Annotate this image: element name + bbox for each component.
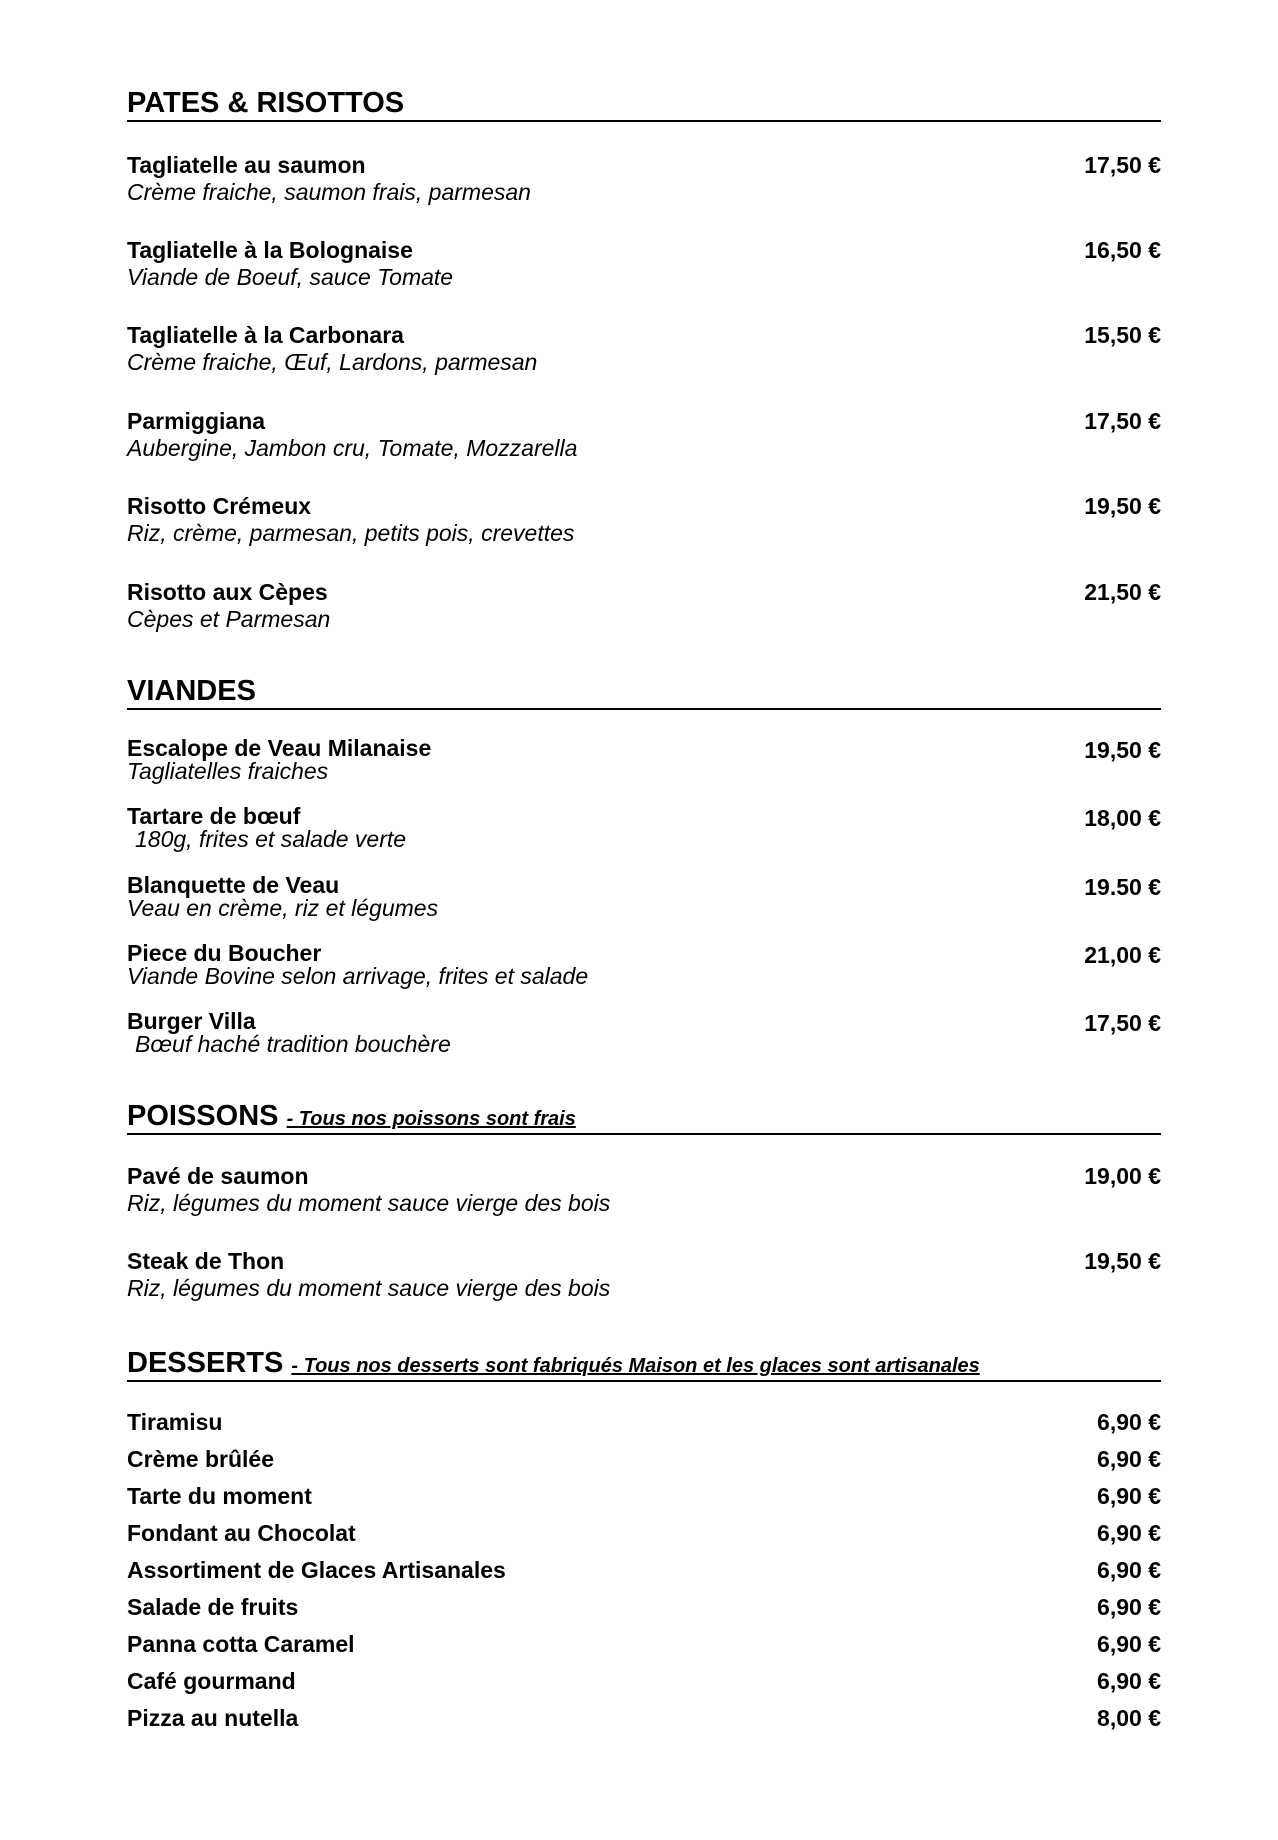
item-description: Viande de Boeuf, sauce Tomate bbox=[127, 264, 454, 290]
menu-item bbox=[127, 493, 1161, 547]
item-name: Burger Villa bbox=[127, 1008, 256, 1034]
section-subtitle: Tous nos poissons sont frais bbox=[298, 1108, 576, 1130]
item-description: Tagliatelles fraiches bbox=[127, 758, 329, 784]
menu-item bbox=[127, 1557, 1161, 1584]
menu-item bbox=[127, 874, 1161, 920]
section-title-text: VIANDES bbox=[127, 675, 256, 707]
item-description: Viande Bovine selon arrivage, frites et salade bbox=[127, 963, 589, 989]
item-price: 6,90 € bbox=[1097, 1668, 1161, 1694]
item-price: 6,90 € bbox=[1097, 1594, 1161, 1620]
section-title bbox=[127, 88, 1161, 122]
item-price: 17,50 € bbox=[1084, 408, 1161, 434]
menu-item bbox=[127, 1483, 1161, 1510]
item-price: 19,50 € bbox=[1084, 737, 1161, 763]
section-title bbox=[127, 676, 1161, 710]
item-name: Escalope de Veau Milanaise bbox=[127, 735, 432, 761]
item-description: Cèpes et Parmesan bbox=[127, 606, 331, 632]
item-description: Riz, crème, parmesan, petits pois, crevettes bbox=[127, 520, 575, 546]
item-name: Parmiggiana bbox=[127, 408, 266, 434]
item-description: Riz, légumes du moment sauce vierge des bois bbox=[127, 1190, 611, 1216]
menu-item bbox=[127, 805, 1161, 851]
item-description: Crème fraiche, saumon frais, parmesan bbox=[127, 179, 531, 205]
item-name: Assortiment de Glaces Artisanales bbox=[127, 1557, 506, 1583]
section-title-text: PATES & RISOTTOS bbox=[127, 87, 405, 119]
section-title-text: DESSERTS bbox=[127, 1347, 284, 1379]
section-title: DESSERTS - Tous nos desserts sont fabriqués Maison et les glaces sont artisanales bbox=[127, 1348, 1161, 1382]
menu-item bbox=[127, 1010, 1161, 1056]
section-pates-risottos bbox=[127, 88, 1161, 122]
menu-item bbox=[127, 579, 1161, 633]
item-description: Riz, légumes du moment sauce vierge des bois bbox=[127, 1275, 611, 1301]
menu-item bbox=[127, 942, 1161, 988]
item-name: Steak de Thon bbox=[127, 1248, 285, 1274]
menu-item bbox=[127, 152, 1161, 206]
item-name: Fondant au Chocolat bbox=[127, 1520, 356, 1546]
item-name: Tarte du moment bbox=[127, 1483, 312, 1509]
item-price: 19,50 € bbox=[1084, 1248, 1161, 1274]
menu-item bbox=[127, 1409, 1161, 1436]
item-price: 17,50 € bbox=[1084, 1010, 1161, 1036]
item-price: 18,00 € bbox=[1084, 805, 1161, 831]
item-name: Tagliatelle à la Bolognaise bbox=[127, 237, 413, 263]
menu-item bbox=[127, 1668, 1161, 1695]
menu-item bbox=[127, 1163, 1161, 1217]
item-description: 180g, frites et salade verte bbox=[135, 826, 407, 852]
menu-item bbox=[127, 408, 1161, 462]
menu-item bbox=[127, 1520, 1161, 1547]
section-title-text: POISSONS bbox=[127, 1100, 279, 1132]
menu-item bbox=[127, 322, 1161, 376]
menu-item bbox=[127, 237, 1161, 291]
item-name: Risotto Crémeux bbox=[127, 493, 312, 519]
item-price: 8,00 € bbox=[1097, 1705, 1161, 1731]
item-price: 21,50 € bbox=[1084, 579, 1161, 605]
item-description: Bœuf haché tradition bouchère bbox=[135, 1031, 451, 1057]
item-name: Salade de fruits bbox=[127, 1594, 299, 1620]
section-poissons bbox=[127, 1101, 1161, 1135]
item-price: 17,50 € bbox=[1084, 152, 1161, 178]
item-price: 19,00 € bbox=[1084, 1163, 1161, 1189]
item-price: 19.50 € bbox=[1084, 874, 1161, 900]
item-name: Tagliatelle à la Carbonara bbox=[127, 322, 404, 348]
item-name: Blanquette de Veau bbox=[127, 872, 340, 898]
section-title: POISSONS - Tous nos poissons sont frais bbox=[127, 1101, 1161, 1135]
item-price: 6,90 € bbox=[1097, 1409, 1161, 1435]
item-name: Tiramisu bbox=[127, 1409, 223, 1435]
item-price: 16,50 € bbox=[1084, 237, 1161, 263]
section-desserts bbox=[127, 1348, 1161, 1382]
item-price: 6,90 € bbox=[1097, 1631, 1161, 1657]
item-name: Tagliatelle au saumon bbox=[127, 152, 366, 178]
item-description: Veau en crème, riz et légumes bbox=[127, 895, 439, 921]
item-name: Crème brûlée bbox=[127, 1446, 275, 1472]
menu-item bbox=[127, 1631, 1161, 1658]
item-name: Café gourmand bbox=[127, 1668, 296, 1694]
menu-item bbox=[127, 1248, 1161, 1302]
section-subtitle: Tous nos desserts sont fabriqués Maison et les glaces sont artisanales bbox=[303, 1355, 980, 1377]
item-name: Pizza au nutella bbox=[127, 1705, 299, 1731]
item-price: 6,90 € bbox=[1097, 1520, 1161, 1546]
item-price: 19,50 € bbox=[1084, 493, 1161, 519]
item-name: Pavé de saumon bbox=[127, 1163, 309, 1189]
menu-item bbox=[127, 1705, 1161, 1732]
item-name: Panna cotta Caramel bbox=[127, 1631, 355, 1657]
menu-item bbox=[127, 1594, 1161, 1621]
item-description: Aubergine, Jambon cru, Tomate, Mozzarella bbox=[127, 435, 578, 461]
section-viandes bbox=[127, 676, 1161, 710]
item-price: 6,90 € bbox=[1097, 1483, 1161, 1509]
item-price: 6,90 € bbox=[1097, 1446, 1161, 1472]
item-name: Piece du Boucher bbox=[127, 940, 322, 966]
menu-item bbox=[127, 1446, 1161, 1473]
item-price: 21,00 € bbox=[1084, 942, 1161, 968]
item-name: Tartare de bœuf bbox=[127, 803, 301, 829]
menu-item bbox=[127, 737, 1161, 783]
item-price: 6,90 € bbox=[1097, 1557, 1161, 1583]
item-name: Risotto aux Cèpes bbox=[127, 579, 328, 605]
item-description: Crème fraiche, Œuf, Lardons, parmesan bbox=[127, 349, 538, 375]
item-price: 15,50 € bbox=[1084, 322, 1161, 348]
